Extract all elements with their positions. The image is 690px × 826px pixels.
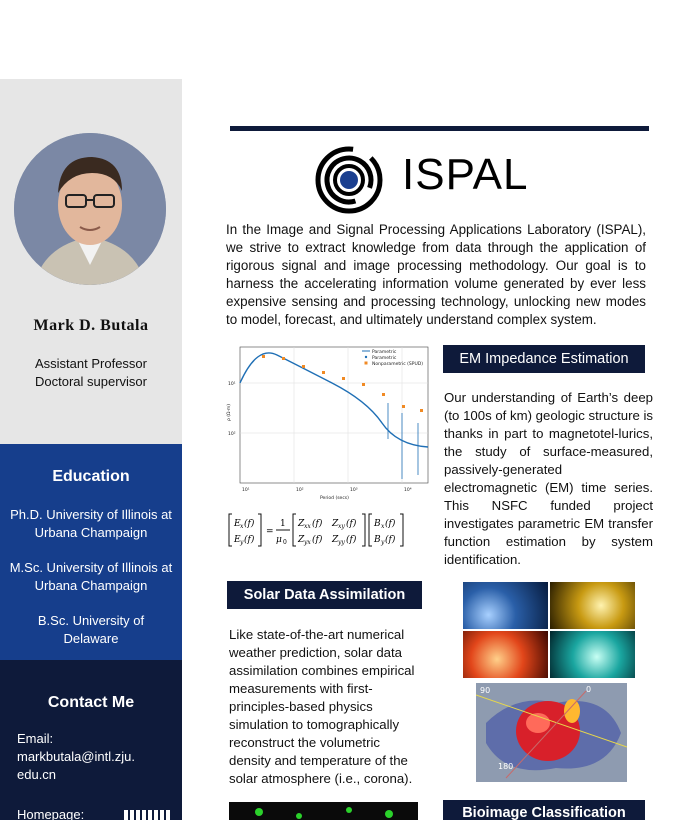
profile-role — [0, 355, 182, 391]
profile-name: Mark D. Butala — [33, 317, 149, 334]
plot-legend: Parametric — [372, 350, 397, 355]
education-heading: Education — [52, 468, 130, 485]
svg-text:Z: Z — [298, 519, 305, 529]
svg-text:B: B — [374, 519, 381, 529]
svg-text:1: 1 — [280, 519, 286, 529]
role-title: Assistant Professor — [35, 356, 147, 371]
plot-ytick: 10¹ — [228, 382, 236, 387]
lab-intro: In the Image and Signal Processing Applications Laboratory (ISPAL), we strive to extract knowledge from data through the application of rigorous signal and image processing methodology. Our goal is to harness the accelerating information volume generated by ever less expensive sensing and processing technology, unlocking new modes to model, forecast, and ultimately understand complex system. — [226, 222, 646, 327]
svg-text:y: y — [381, 539, 385, 546]
profile-panel — [0, 79, 182, 444]
svg-text:xx: xx — [304, 523, 311, 530]
svg-text:Z: Z — [332, 519, 339, 529]
solar-image — [550, 582, 635, 629]
svg-text:xy: xy — [338, 523, 345, 530]
transfer-function-equation — [228, 512, 428, 548]
plot-legend: Parametric — [372, 356, 397, 361]
svg-text:(f): (f) — [244, 535, 255, 545]
contact-heading: Contact Me — [47, 694, 135, 711]
education-item: M.Sc. University of Illinois at Urbana Champaign — [9, 560, 173, 593]
svg-text:Z: Z — [332, 535, 339, 545]
em-project-header: EM Impedance Estimation — [443, 345, 645, 373]
plot-xtick: 10³ — [350, 488, 358, 493]
education-panel — [0, 444, 182, 660]
ispal-logo-icon — [314, 145, 384, 220]
svg-text:μ: μ — [276, 535, 282, 545]
email-label: Email: — [17, 731, 54, 746]
svg-text:E: E — [234, 535, 241, 545]
education-item: B.Sc. University of Delaware — [37, 613, 145, 646]
plot-ytick: 10² — [228, 432, 236, 437]
svg-text:=: = — [266, 527, 274, 537]
plot-xlabel: Period (secs) — [320, 496, 349, 501]
corona-label: 90 — [480, 686, 491, 695]
corona-label: 180 — [498, 762, 514, 771]
svg-text:(f): (f) — [385, 535, 396, 545]
solar-project-header: Solar Data Assimilation — [227, 581, 422, 609]
svg-text:E: E — [234, 519, 241, 529]
solar-project-text: Like state-of-the-art numerical weather prediction, solar data assimilation combines empirical measurements with first-principles-based physics simulation to tomographically reconstruct the volumetric density and temperature of the solar atmosphere (i.e., corona). — [229, 627, 415, 786]
email-address[interactable]: markbutala@intl.zju. — [17, 749, 135, 764]
svg-text:(f): (f) — [312, 519, 323, 529]
email-address-cont[interactable]: edu.cn — [17, 767, 57, 782]
svg-text:(f): (f) — [385, 519, 396, 529]
svg-text:y: y — [240, 539, 244, 546]
svg-text:Z: Z — [298, 535, 305, 545]
svg-text:x: x — [381, 523, 385, 530]
solar-image — [463, 582, 548, 629]
plot-xtick: 10⁴ — [404, 488, 412, 493]
homepage-label: Homepage: — [17, 807, 85, 822]
plot-xtick: 10¹ — [242, 488, 250, 493]
svg-text:(f): (f) — [346, 535, 357, 545]
solar-image — [550, 631, 635, 678]
svg-text:B: B — [374, 535, 381, 545]
plot-ylabel: ρ (Ω·m) — [227, 403, 232, 421]
svg-text:x: x — [240, 523, 244, 530]
bio-project-header: Bioimage Classification — [443, 800, 645, 820]
svg-text:(f): (f) — [244, 519, 255, 529]
education-item: Ph.D. University of Illinois at Urbana Champaign — [10, 507, 172, 540]
role-supervisor: Doctoral supervisor — [35, 374, 147, 389]
plot-xtick: 10² — [296, 488, 304, 493]
corona-render — [476, 683, 627, 782]
solar-image — [463, 631, 548, 678]
sidebar — [0, 79, 182, 820]
lab-logo-text: ISPAL — [402, 150, 529, 199]
em-project-text: Our understanding of Earth’s deep (to 100s of km) geologic structure is thanks in part to magnetotel-lurics, the study of surface-measured, passively-generated electromagnetic (EM) time series. This NSFC funded project investigates parametric EM transfer function estimation by system identification. — [444, 390, 653, 567]
bioimage-picture — [229, 802, 418, 820]
header-rule — [230, 126, 649, 131]
impedance-plot — [222, 343, 432, 503]
svg-text:(f): (f) — [312, 535, 323, 545]
contact-panel — [0, 660, 182, 820]
solar-images — [463, 582, 635, 678]
svg-text:yx: yx — [304, 539, 311, 546]
svg-text:(f): (f) — [346, 519, 357, 529]
profile-photo — [14, 133, 166, 285]
corona-label: 0 — [586, 685, 592, 694]
svg-text:yy: yy — [338, 539, 345, 546]
plot-legend: Nonparametric (SPUD) — [372, 362, 423, 367]
svg-text:0: 0 — [283, 539, 287, 546]
qr-code-icon — [124, 810, 170, 820]
